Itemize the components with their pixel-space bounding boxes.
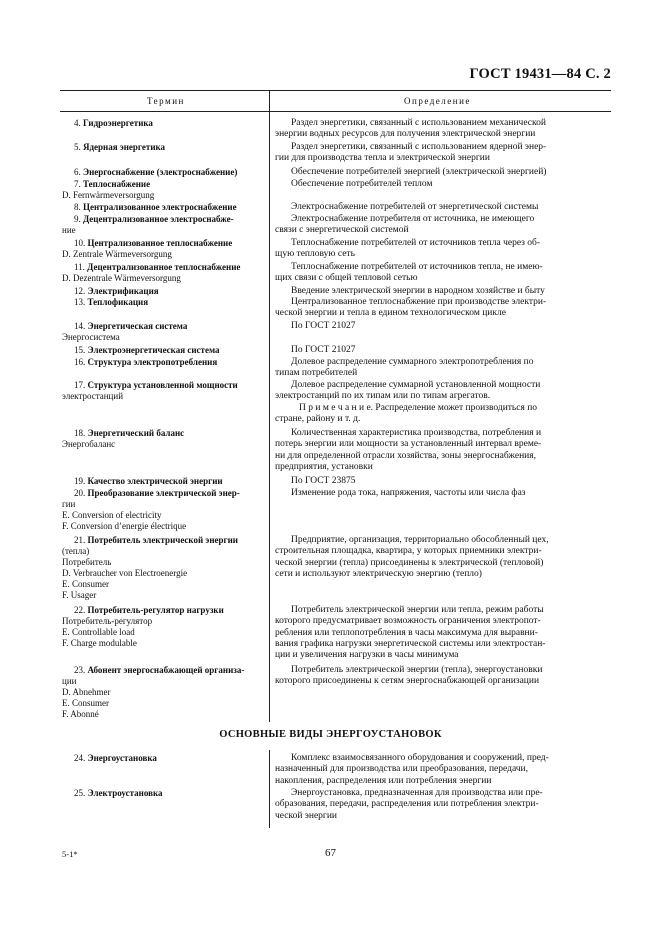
definition-line: Обеспечение потребителей энергией (электрической энергией) [291, 167, 547, 177]
term-number: 22. [74, 605, 88, 615]
term-number: 8. [74, 202, 83, 212]
term-name: Децентрализованное электроснабже- [83, 214, 234, 224]
term-number: 20. [74, 488, 88, 498]
term-line [62, 286, 266, 297]
definition-cell [275, 345, 599, 356]
term-cell [62, 179, 266, 201]
term-number: 18. [74, 428, 88, 438]
term-line [62, 142, 266, 153]
term-cell [62, 202, 266, 213]
term-name-continued: ние [62, 225, 76, 235]
term-line [62, 179, 266, 190]
term-line [62, 214, 266, 225]
definition-line: энергии водных ресурсов для получения электрической энергии [275, 129, 536, 140]
term-name-continued: ции [62, 676, 77, 686]
definition-line: По ГОСТ 21027 [291, 321, 356, 331]
column-divider [269, 90, 270, 722]
term-line [62, 345, 266, 356]
definition-cell [275, 380, 599, 425]
term-cell [62, 488, 266, 532]
definition-line: вания графика нагрузки энергетической системы или электростан- [275, 638, 546, 649]
definition-line: щую тепловую сеть [275, 249, 355, 260]
term-line [62, 753, 266, 764]
definition-line: типам потребителей [275, 368, 358, 379]
term-name: Структура электропотребления [87, 357, 218, 367]
term-name: Теплофикация [87, 297, 149, 307]
term-number: 24. [74, 753, 88, 763]
term-line [62, 488, 266, 499]
term-cell [62, 142, 266, 153]
term-name: Абонент энергоснабжающей организа- [87, 665, 245, 675]
definition-cell [275, 167, 599, 178]
table-header-rule [60, 111, 611, 112]
term-cell [62, 380, 266, 402]
definition-line: предприятия, установки [275, 461, 373, 472]
definition-line: электростанций по их типам или по типам агрегатов. [275, 391, 491, 402]
term-line [62, 380, 266, 391]
definition-cell [275, 179, 599, 190]
column-header-definition: Определение [404, 96, 471, 106]
term-synonym: D. Verbraucher von Electroenergie [62, 568, 188, 578]
definition-line: ции и увеличения нагрузки в часы минимума [275, 650, 459, 661]
definition-line: Обеспечение потребителей теплом [291, 179, 433, 189]
definition-line: Потребитель электрической энергии или тепла, режим работы [291, 605, 544, 615]
term-line [62, 262, 266, 273]
term-synonym: D. Dezentrale Wärmeversorgung [62, 273, 181, 283]
term-cell [62, 214, 266, 236]
term-name: Энергетический баланс [87, 428, 185, 438]
definition-cell [275, 202, 599, 213]
definition-line: Потребитель электрической энергии (тепла), энергоустановки [291, 665, 543, 675]
term-line [62, 535, 266, 546]
term-line [62, 297, 266, 308]
table-top-rule [60, 90, 611, 91]
term-name: Энергоустановка [87, 753, 157, 763]
term-number: 7. [74, 179, 83, 189]
term-cell [62, 428, 266, 450]
definition-cell [275, 788, 599, 822]
definition-line: гии для производства тепла и электрической энергии [275, 153, 490, 164]
term-name: Энергетическая система [87, 321, 188, 331]
term-cell [62, 357, 266, 368]
definition-line: ческой энергии [275, 810, 337, 821]
term-name-continued: электростанций [62, 391, 124, 401]
term-name: Электрификация [87, 286, 159, 296]
term-line [62, 788, 266, 799]
term-name-continued: гии [62, 499, 76, 509]
definition-cell [275, 286, 599, 297]
term-number: 23. [74, 665, 88, 675]
term-synonym: D. Zentrale Wärmeversorgung [62, 249, 172, 259]
term-number: 4. [74, 118, 83, 128]
print-mark: 5-1* [62, 849, 78, 859]
definition-line: Предприятие, организация, территориально обособленный цех, [291, 535, 549, 545]
term-synonym: D. Fernwärmeversorgung [62, 190, 155, 200]
definition-line: назначенный для производства или преобразования, передачи, [275, 764, 529, 775]
term-number: 16. [74, 357, 88, 367]
term-cell [62, 118, 266, 129]
definition-cell [275, 321, 599, 332]
term-name: Децентрализованное теплоснабжение [87, 262, 241, 272]
definition-cell [275, 142, 599, 165]
term-line [62, 118, 266, 129]
definition-cell [275, 476, 599, 487]
definition-line: образования, передачи, распределения или потребления электри- [275, 799, 539, 810]
term-number: 9. [74, 214, 83, 224]
definition-line: Централизованное теплоснабжение при производстве электри- [291, 297, 547, 307]
definition-cell [275, 665, 599, 688]
term-line [62, 476, 266, 487]
definition-line: ческой энергии (тепла) присоединены к электрической (тепловой) [275, 557, 544, 568]
term-name: Структура установленной мощности [87, 380, 238, 390]
term-name: Электроэнергетическая система [87, 345, 220, 355]
term-synonym: Энергобаланс [62, 439, 116, 449]
term-synonym: E. Consumer [62, 698, 109, 708]
term-synonym: Энергосистема [62, 332, 120, 342]
term-cell [62, 167, 266, 178]
definition-line: По ГОСТ 21027 [291, 345, 356, 355]
definition-line: Введение электрической энергии в народном хозяйстве и быту [291, 286, 545, 296]
term-number: 25. [74, 788, 88, 798]
term-name: Качество электрической энергии [87, 476, 223, 486]
term-cell [62, 321, 266, 343]
definition-line: По ГОСТ 23875 [291, 476, 356, 486]
term-cell [62, 665, 266, 720]
page-header: ГОСТ 19431—84 С. 2 [469, 66, 611, 82]
term-cell [62, 345, 266, 356]
definition-line: Энергоустановка, предназначенная для производства или пре- [291, 788, 543, 798]
term-cell [62, 476, 266, 487]
definition-cell [275, 535, 599, 580]
term-cell [62, 535, 266, 601]
term-name: Электроустановка [87, 788, 163, 798]
section-title: ОСНОВНЫЕ ВИДЫ ЭНЕРГОУСТАНОВОК [219, 729, 442, 740]
term-number: 6. [74, 167, 83, 177]
term-line [62, 428, 266, 439]
definition-line: Электроснабжение потребителей от энергетической системы [291, 202, 539, 212]
term-name: Потребитель-регулятор нагрузки [87, 605, 224, 615]
term-name: Централизованное теплоснабжение [87, 238, 233, 248]
term-synonym: F. Conversion d’energie électrique [62, 521, 187, 531]
term-cell [62, 788, 266, 799]
term-number: 5. [74, 142, 83, 152]
term-name-continued: (тепла) [62, 546, 90, 556]
definition-line: Теплоснабжение потребителей от источников тепла через об- [291, 238, 541, 248]
term-synonym: F. Charge modulable [62, 638, 137, 648]
term-line [62, 202, 266, 213]
definition-line: строительная площадка, квартира, у которых приемники электри- [275, 546, 542, 557]
term-synonym: E. Conversion of electricity [62, 510, 162, 520]
definition-line: накопления, распределения или потребления энергии [275, 775, 492, 786]
definition-line: Раздел энергетики, связанный с использованием механической [291, 118, 546, 128]
term-number: 10. [74, 238, 88, 248]
term-name: Гидроэнергетика [83, 118, 153, 128]
term-number: 11. [74, 262, 88, 272]
definition-line: которого предусматривает возможность ограничения электропот- [275, 616, 541, 627]
definition-line: связи с энергетической системой [275, 225, 409, 236]
page-number: 67 [325, 847, 336, 859]
definition-line: ни для определенной отрасли хозяйства, зоны энергоснабжения, [275, 450, 536, 461]
column-divider-section-2 [269, 750, 270, 828]
term-synonym: Потребитель [62, 557, 112, 567]
definition-cell [275, 214, 599, 237]
definition-cell [275, 605, 599, 661]
term-number: 19. [74, 476, 88, 486]
definition-cell [275, 238, 599, 261]
term-cell [62, 238, 266, 260]
term-synonym: F. Abonné [62, 709, 99, 719]
definition-line: щих связи с общей тепловой сетью [275, 273, 418, 284]
term-number: 17. [74, 380, 88, 390]
term-name: Теплоснабжение [83, 179, 151, 189]
definition-cell [275, 488, 599, 499]
definition-line: Долевое распределение суммарной установленной мощности [291, 380, 541, 390]
term-synonym: D. Abnehmer [62, 687, 111, 697]
term-synonym: F. Usager [62, 590, 97, 600]
term-name: Потребитель электрической энергии [87, 535, 238, 545]
definition-cell [275, 357, 599, 380]
definition-line: сети и используют электрическую энергию (тепло) [275, 568, 482, 579]
definition-line: ребления или теплопотребления в часы максимума для выравни- [275, 627, 538, 638]
definition-line: потерь энергии или мощности за установленный интервал време- [275, 439, 542, 450]
definition-line: Комплекс взаимосвязанного оборудования и сооружений, пред- [291, 753, 549, 763]
term-synonym: E. Controllable load [62, 627, 135, 637]
term-line [62, 605, 266, 616]
definition-cell [275, 262, 599, 285]
definition-cell [275, 297, 599, 320]
term-line [62, 357, 266, 368]
definition-line: Раздел энергетики, связанный с использованием ядерной энер- [291, 142, 547, 152]
term-name: Энергоснабжение (электроснабжение) [83, 167, 238, 177]
term-number: 13. [74, 297, 88, 307]
term-line [62, 321, 266, 332]
column-header-term: Термин [147, 96, 185, 106]
definition-line: Изменение рода тока, напряжения, частоты или числа фаз [291, 488, 526, 498]
term-name: Централизованное электроснабжение [83, 202, 237, 212]
term-cell [62, 605, 266, 649]
definition-line: ческой энергии и тепла в едином технологическом цикле [275, 308, 506, 319]
term-number: 14. [74, 321, 88, 331]
definition-note: П р и м е ч а н и е. Распределение может производиться по [299, 402, 538, 413]
term-number: 15. [74, 345, 88, 355]
definition-cell [275, 428, 599, 473]
definition-line: Количественная характеристика производства, потребления и [291, 428, 542, 438]
term-line [62, 167, 266, 178]
term-synonym: Потребитель-регулятор [62, 616, 153, 626]
term-line [62, 665, 266, 676]
term-name: Ядерная энергетика [83, 142, 166, 152]
definition-note: стране, району и т. д. [275, 413, 361, 424]
definition-line: Электроснабжение потребителя от источника, не имеющего [291, 214, 535, 224]
definition-cell [275, 118, 599, 141]
definition-line: Теплоснабжение потребителей от источников тепла, не имею- [291, 262, 543, 272]
term-cell [62, 297, 266, 308]
term-number: 21. [74, 535, 88, 545]
term-line [62, 238, 266, 249]
definition-line: которого присоединены к сетям энергоснабжающей организации [275, 676, 540, 687]
definition-line: Долевое распределение суммарного электропотребления по [291, 357, 534, 367]
definition-cell [275, 753, 599, 787]
term-number: 12. [74, 286, 88, 296]
term-cell [62, 753, 266, 764]
term-cell [62, 262, 266, 284]
term-cell [62, 286, 266, 297]
term-synonym: E. Consumer [62, 579, 109, 589]
term-name: Преобразование электрической энер- [87, 488, 240, 498]
